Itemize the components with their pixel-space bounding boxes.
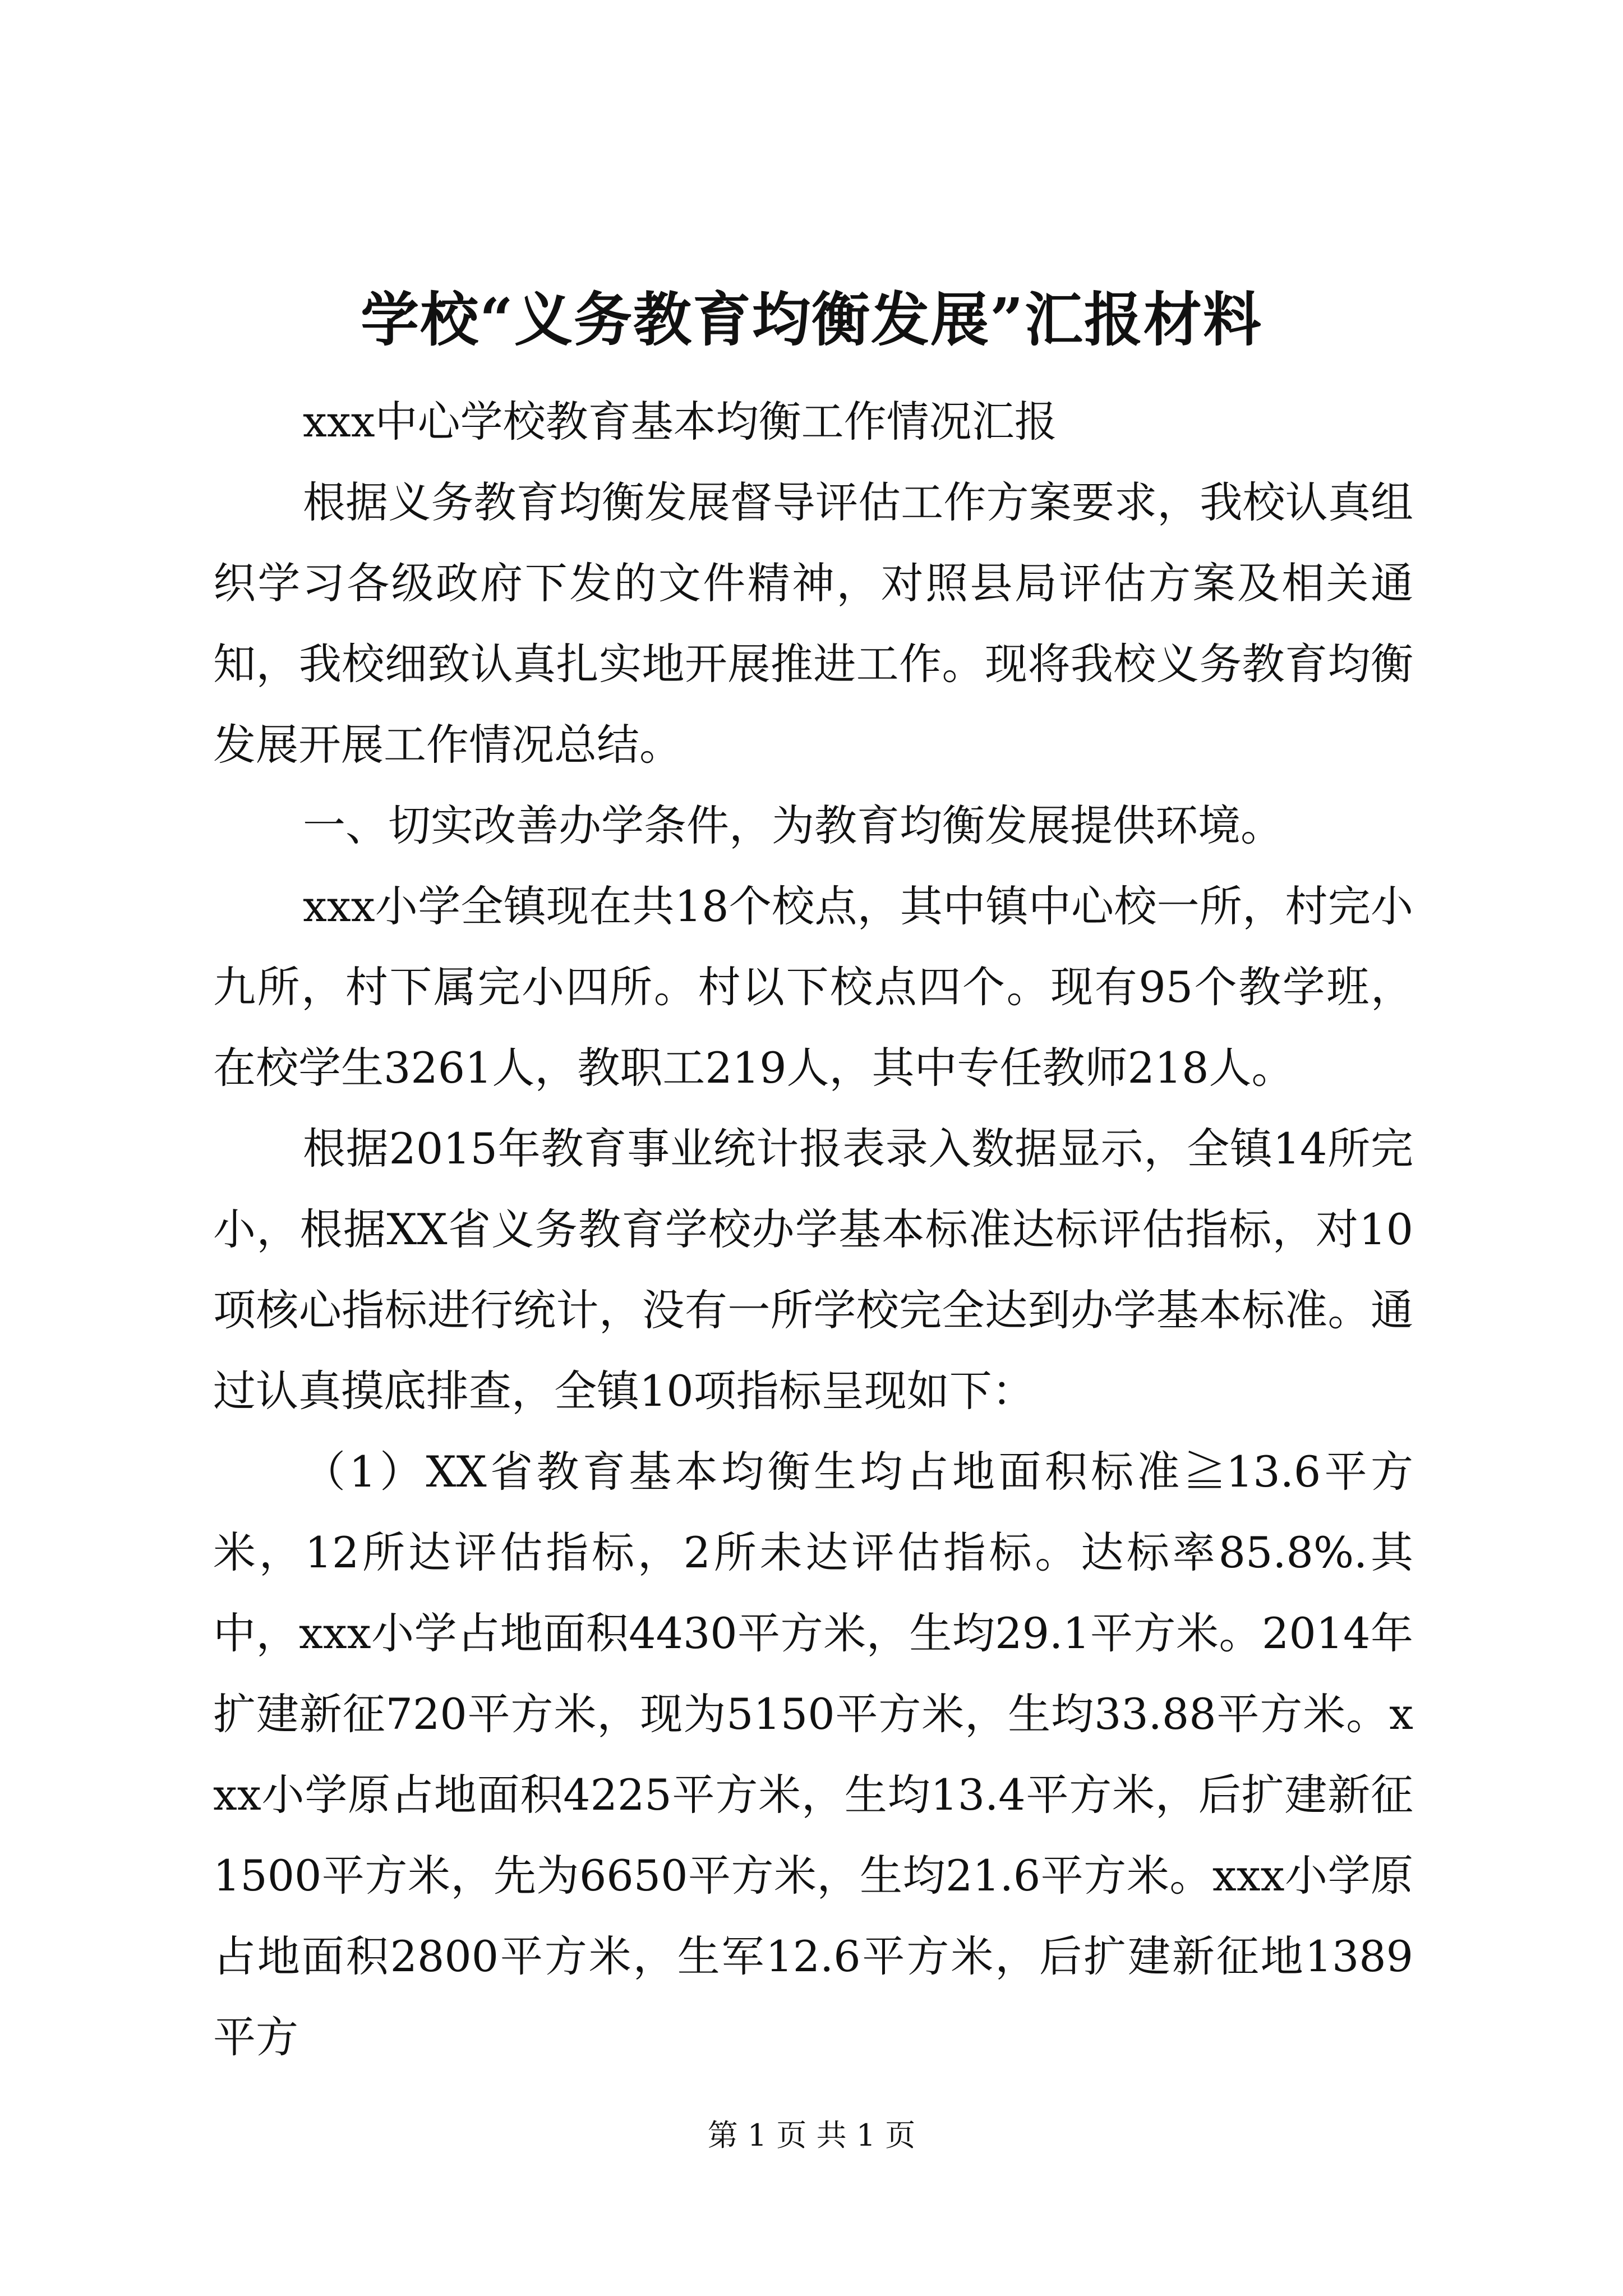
indicator-1-paragraph: （1）XX省教育基本均衡生均占地面积标准≧13.6平方米，12所达评估指标，2所未达评估指标。达标率85.8%.其中，xxx小学占地面积4430平方米，生均29.1平方米。2014年扩建新征720平方米，现为5150平方米，生均33.88平方米。xxx小学原占地面积4225平方米，生均13.4平方米，后扩建新征1500平方米，先为6650平方米，生均21.6平方米。xxx小学原占地面积2800平方米，生军12.6平方米，后扩建新征地1389平方 [213,1447,1413,2062]
document-title: 学校“义务教育均衡发展”汇报材料 [361,285,1262,354]
document-body [213,381,1413,2078]
section-heading-paragraph: 一、切实改善办学条件，为教育均衡发展提供环境。 [303,800,1283,850]
report-subtitle-paragraph: xxx中心学校教育基本均衡工作情况汇报 [303,397,1057,447]
statistics-paragraph: 根据2015年教育事业统计报表录入数据显示，全镇14所完小，根据XX省义务教育学校办学基本标准达标评估指标，对10项核心指标进行统计，没有一所学校完全达到办学基本标准。通过认真摸底排查，全镇10项指标呈现如下： [213,1124,1413,1416]
school-overview-paragraph: xxx小学全镇现在共18个校点，其中镇中心校一所，村完小九所，村下属完小四所。村以下校点四个。现有95个教学班，在校学生3261人，教职工219人，其中专任教师218人。 [213,881,1413,1093]
intro-paragraph: 根据义务教育均衡发展督导评估工作方案要求，我校认真组织学习各级政府下发的文件精神，对照县局评估方案及相关通知，我校细致认真扎实地开展推进工作。现将我校义务教育均衡发展开展工作情况总结。 [213,477,1413,770]
page-number-footer: 第 1 页 共 1 页 [707,2118,916,2153]
